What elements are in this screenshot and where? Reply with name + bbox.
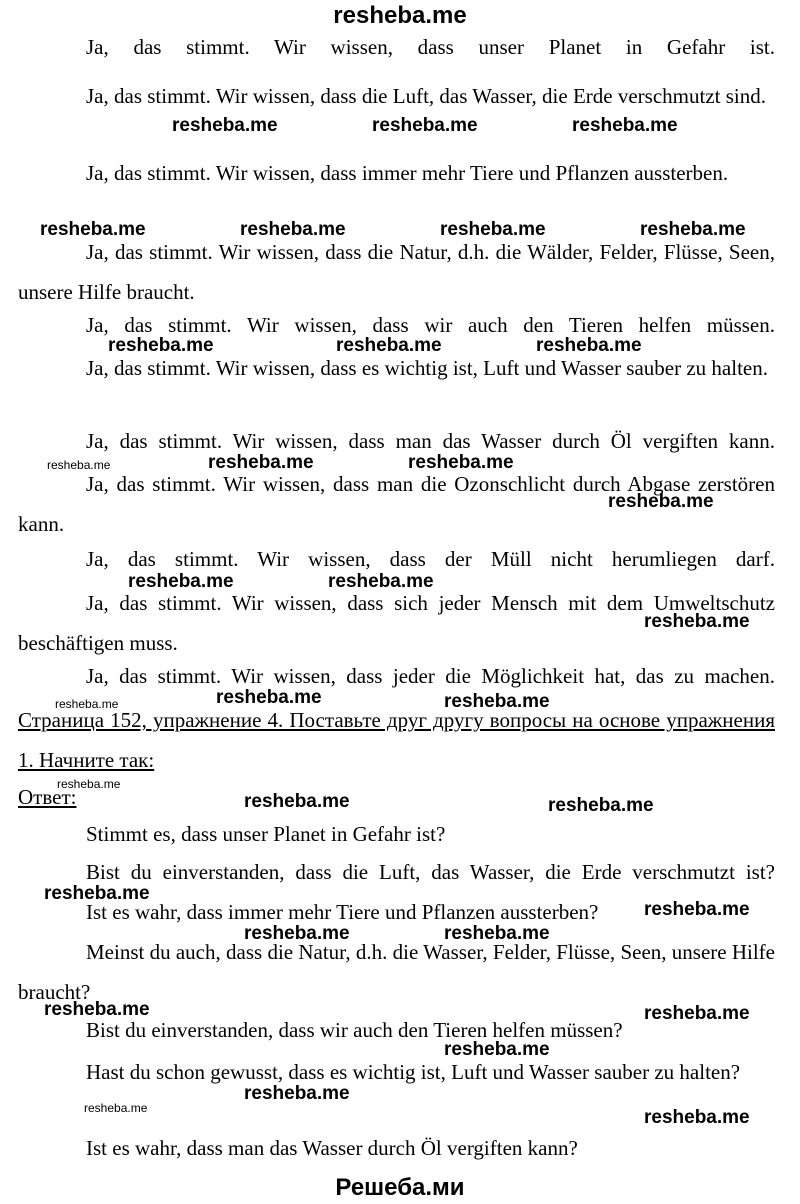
watermark: resheba.me [372,115,478,136]
watermark: resheba.me [240,219,346,240]
watermark: resheba.me [444,923,550,944]
watermark: resheba.me [640,219,746,240]
watermark: resheba.me [216,687,322,708]
watermark: resheba.me [44,883,150,904]
exercise-title: Страница 152, упражнение 4. Поставьте друг другу вопросы на основе упражнения 1. Начните так: [18,708,775,772]
statement-3: Ja, das stimmt. Wir wissen, dass immer mehr Tiere und Pflanzen aussterben. [86,161,729,185]
watermark: resheba.me [572,115,678,136]
watermark: resheba.me [644,899,750,920]
statement-2: Ja, das stimmt. Wir wissen, dass die Luft, das Wasser, die Erde verschmutzt sind. [86,84,766,108]
watermark: resheba.me [40,219,146,240]
statement-5: Ja, das stimmt. Wir wissen, dass wir auch den Tieren helfen müssen. [86,313,775,337]
watermark: resheba.me [328,571,434,592]
statement-7: Ja, das stimmt. Wir wissen, dass man das Wasser durch Öl vergiften kann. [86,429,775,453]
watermark: resheba.me [444,691,550,712]
watermark: resheba.me [608,491,714,512]
watermark: resheba.me [548,795,654,816]
watermark: resheba.me [244,1083,350,1104]
watermark: resheba.me [244,791,350,812]
answer-label: Ответ: [18,785,77,809]
statement-10: Ja, das stimmt. Wir wissen, dass sich jeder Mensch mit dem Umweltschutz beschäftigen muss. [18,591,775,655]
question-3: Ist es wahr, dass immer mehr Tiere und Pflanzen aussterben? [86,900,599,924]
watermark: resheba.me [44,999,150,1020]
question-7: Ist es wahr, dass man das Wasser durch Öl vergiften kann? [86,1136,578,1160]
watermark: resheba.me [644,1107,750,1128]
watermark: resheba.me [536,335,642,356]
question-4: Meinst du auch, dass die Natur, d.h. die Wasser, Felder, Flüsse, Seen, unsere Hilfe braucht? [18,940,775,1004]
site-header: resheba.me [333,2,467,29]
question-5: Bist du einverstanden, dass wir auch den Tieren helfen müssen? [86,1018,623,1042]
watermark-small: resheba.me [55,697,119,711]
question-1: Stimmt es, dass unser Planet in Gefahr ist? [86,822,446,846]
statement-4: Ja, das stimmt. Wir wissen, dass die Natur, d.h. die Wälder, Felder, Flüsse, Seen, unsere Hilfe braucht. [18,240,775,304]
statement-11: Ja, das stimmt. Wir wissen, dass jeder die Möglichkeit hat, das zu machen. [86,664,775,688]
watermark: resheba.me [172,115,278,136]
question-2: Bist du einverstanden, dass die Luft, das Wasser, die Erde verschmutzt ist? [86,860,775,884]
site-footer: Решеба.ми [335,1174,465,1201]
watermark: resheba.me [408,452,514,473]
statement-9: Ja, das stimmt. Wir wissen, dass der Müll nicht herumliegen darf. [86,547,775,571]
watermark: resheba.me [108,335,214,356]
watermark: resheba.me [644,611,750,632]
statement-6: Ja, das stimmt. Wir wissen, dass es wichtig ist, Luft und Wasser sauber zu halten. [86,356,768,380]
watermark-small: resheba.me [57,777,121,791]
watermark: resheba.me [440,219,546,240]
statement-8: Ja, das stimmt. Wir wissen, dass man die Ozonschlicht durch Abgase zerstören kann. [18,472,775,536]
question-6: Hast du schon gewusst, dass es wichtig ist, Luft und Wasser sauber zu halten? [86,1060,741,1084]
statement-1: Ja, das stimmt. Wir wissen, dass unser Planet in Gefahr ist. [86,35,775,59]
watermark: resheba.me [336,335,442,356]
watermark: resheba.me [244,923,350,944]
watermark-small: resheba.me [47,458,111,472]
watermark: resheba.me [644,1003,750,1024]
watermark: resheba.me [444,1039,550,1060]
watermark-small: resheba.me [84,1101,148,1115]
watermark: resheba.me [128,571,234,592]
watermark: resheba.me [208,452,314,473]
